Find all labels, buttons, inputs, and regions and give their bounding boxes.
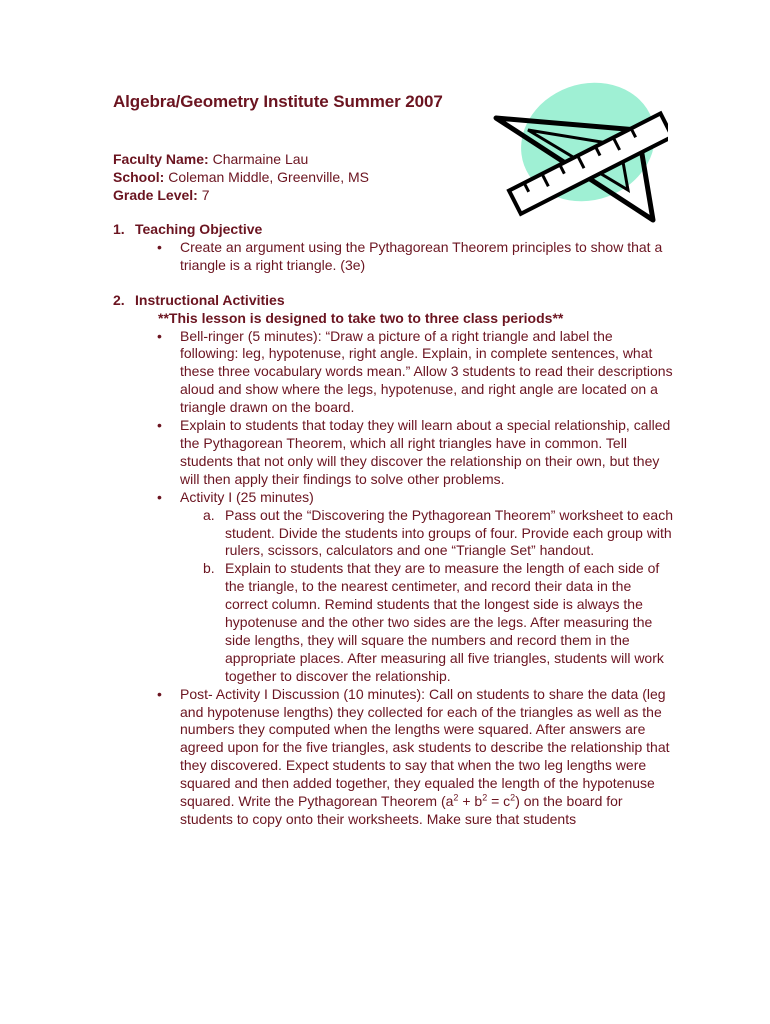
step-text: Pass out the “Discovering the Pythagorean Theorem” worksheet to each student. Divide the students into groups of four. Provide each group with rulers, scissors, calculators and one “Triangle Set” handout. — [225, 506, 673, 559]
superscript: 2 — [510, 792, 516, 803]
lesson-body — [113, 221, 673, 829]
step-letter: b. — [203, 560, 215, 577]
list-item — [203, 506, 673, 561]
section-number: 1. — [113, 221, 125, 237]
list-item — [157, 417, 673, 489]
objective-list — [113, 239, 673, 275]
bullet-icon: • — [157, 238, 162, 255]
list-item — [157, 327, 673, 418]
bullet-icon: • — [157, 417, 162, 434]
faculty-name-label: Faculty Name: — [113, 151, 209, 167]
section-heading-objective — [113, 221, 673, 239]
school-line — [113, 169, 369, 185]
list-item — [157, 685, 673, 829]
faculty-name-value: Charmaine Lau — [212, 151, 309, 167]
grade-level-value: 7 — [201, 187, 210, 203]
activity-steps — [180, 507, 673, 686]
post-text-part: = c — [487, 793, 511, 810]
list-item — [203, 560, 673, 685]
duration-note: **This lesson is designed to take two to three class periods** — [158, 309, 564, 326]
explain-text: Explain to students that today they will learn about a special relationship, called the Pythagorean Theorem, which all right triangles have in common. Tell students that not only will they discover the relationship on their own, but they will then apply their findings to solve other problems. — [180, 417, 671, 487]
section-title: Instructional Activities — [135, 291, 285, 308]
activities-list — [113, 328, 673, 829]
bullet-icon: • — [157, 488, 162, 505]
superscript: 2 — [453, 792, 459, 803]
bullet-icon: • — [157, 685, 162, 702]
section-number: 2. — [113, 291, 125, 308]
school-label: School: — [113, 169, 165, 185]
section-heading-activities — [113, 292, 673, 310]
post-text-part: ) on the board for students to copy onto their worksheets. Make sure that students — [180, 793, 623, 827]
document-title: Algebra/Geometry Institute Summer 2007 — [113, 92, 443, 111]
step-text: Explain to students that they are to measure the length of each side of the triangle, to the nearest centimeter, and record their data in the correct column. Remind students that the longest side is always the hypotenuse and the other two sides are the legs. After measuring the side lengths, they will square the numbers and record them in the appropriate places. After measuring all five triangles, students will work together to discover the relationship. — [225, 560, 664, 684]
grade-level-line — [113, 187, 210, 203]
school-value: Coleman Middle, Greenville, MS — [168, 169, 369, 185]
objective-text: Create an argument using the Pythagorean Theorem principles to show that a triangle is a right triangle. (3e) — [180, 238, 663, 273]
bellringer-text: Bell-ringer (5 minutes): “Draw a picture of a right triangle and label the following: leg, hypotenuse, right angle. Explain, in complete sentences, what these three vocabulary words mean.” Allow 3 students to read their descriptions aloud and show where the legs, hypotenuse, and right angle are located on a triangle drawn on the board. — [180, 327, 673, 416]
grade-level-label: Grade Level: — [113, 187, 198, 203]
activity-title: Activity I (25 minutes) — [180, 488, 314, 505]
post-discussion-text — [180, 686, 670, 827]
post-text-part: Post- Activity I Discussion (10 minutes): Call on students to share the data (leg and hypotenuse lengths) they collected for each of the triangles as well as the numbers they computed when the lengths were squared. After answers are agreed upon for the five triangles, ask students to describe the relationship that they discovered. Expect students to say that when the two leg lengths were squared and then added together, they equaled the length of the hypotenuse squared. Write the Pythagorean Theorem (a — [180, 685, 670, 810]
superscript: 2 — [482, 792, 488, 803]
step-letter: a. — [203, 506, 215, 523]
list-item — [157, 488, 673, 686]
section-title: Teaching Objective — [135, 221, 263, 237]
list-item — [157, 238, 673, 275]
faculty-name-line — [113, 151, 308, 167]
post-text-part: + b — [458, 793, 483, 810]
triangle-ruler-icon — [488, 70, 668, 230]
bullet-icon: • — [157, 327, 162, 344]
